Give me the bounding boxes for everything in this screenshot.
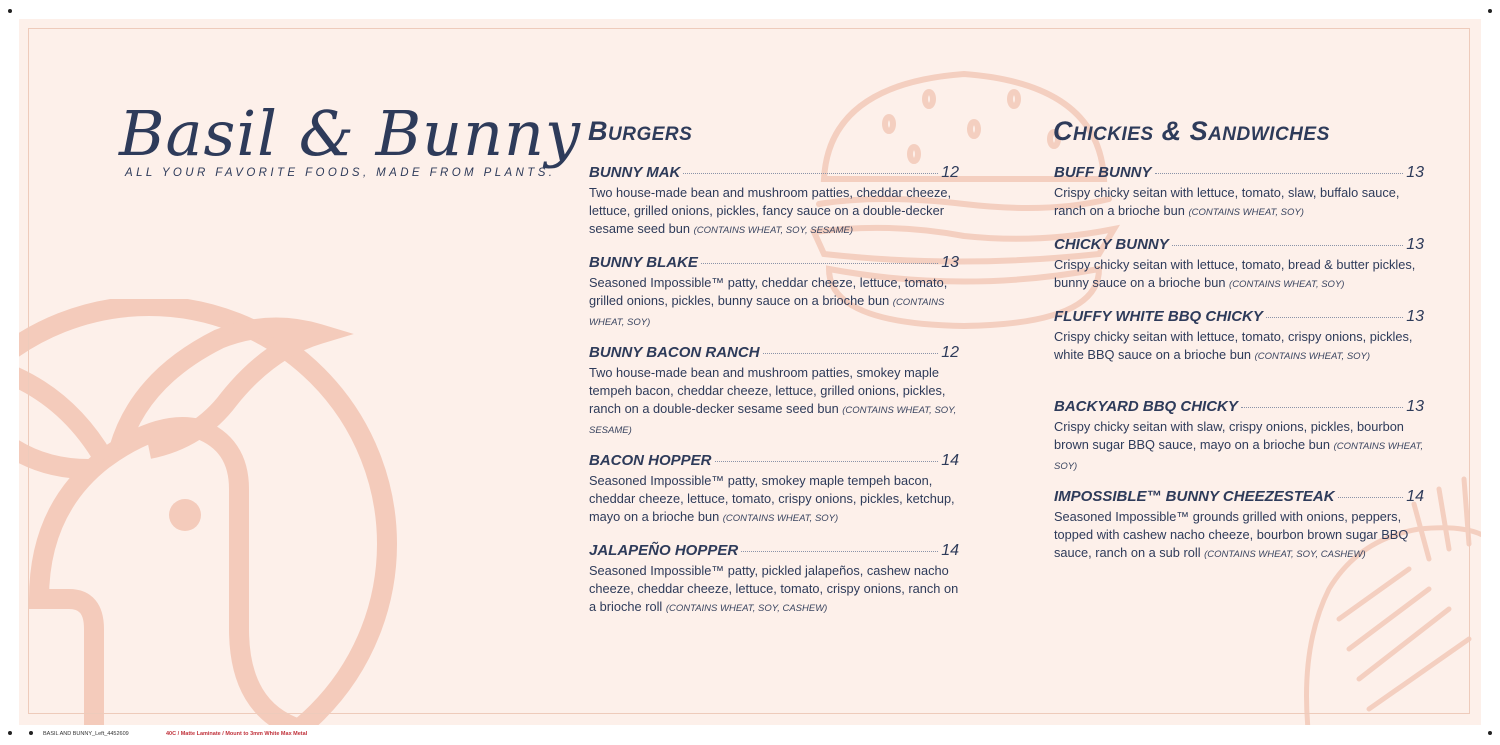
item-description: Two house-made bean and mushroom patties, smokey maple tempeh bacon, cheddar cheeze, lettuce, grilled onions, pickles, ranch on a double-decker sesame seed bun (CONTAINS WHEAT, SOY, SESAME) bbox=[589, 365, 957, 436]
item-name: BACKYARD BBQ CHICKY bbox=[1054, 398, 1238, 415]
item-name: BUFF BUNNY bbox=[1054, 164, 1152, 181]
menu-panel bbox=[19, 19, 1481, 725]
allergen-note: (CONTAINS WHEAT, SOY) bbox=[722, 513, 839, 524]
print-spec: 40C / Matte Laminate / Mount to 3mm White Max Metal bbox=[166, 731, 308, 737]
crop-mark-bottom-left bbox=[8, 731, 12, 735]
item-description: Seasoned Impossible™ patty, pickled jalapeños, cashew nacho cheeze, cheddar cheeze, lettuce, tomato, crispy onions, ranch on a brioche roll (CONTAINS WHEAT, SOY, CASHEW) bbox=[589, 563, 959, 614]
item-price: 14 bbox=[1406, 488, 1424, 505]
menu-item bbox=[1054, 308, 1424, 366]
crop-mark-bottom-left-2 bbox=[29, 731, 33, 735]
brand-tagline: ALL YOUR FAVORITE FOODS, MADE FROM PLANTS. bbox=[125, 167, 556, 179]
item-name: BUNNY BACON RANCH bbox=[589, 344, 760, 361]
item-description: Crispy chicky seitan with slaw, crispy onions, pickles, bourbon brown sugar BBQ sauce, mayo on a brioche bun (CONTAINS WHEAT, SOY) bbox=[1054, 419, 1424, 472]
item-description: Crispy chicky seitan with lettuce, tomato, slaw, buffalo sauce, ranch on a brioche bun (CONTAINS WHEAT, SOY) bbox=[1054, 185, 1400, 218]
item-description: Seasoned Impossible™ patty, smokey maple tempeh bacon, cheddar cheeze, lettuce, tomato, crispy onions, pickles, ketchup, mayo on a brioche bun (CONTAINS WHEAT, SOY) bbox=[589, 473, 955, 524]
item-price: 12 bbox=[941, 164, 959, 181]
crop-mark-top-left bbox=[8, 9, 12, 13]
print-spec-3: Mount to 3mm White Max Metal bbox=[225, 731, 308, 737]
menu-item bbox=[589, 452, 959, 528]
allergen-note: (CONTAINS WHEAT, SOY) bbox=[1229, 279, 1345, 290]
leader-dots bbox=[1241, 407, 1403, 408]
item-name: JALAPEÑO HOPPER bbox=[589, 542, 739, 559]
item-name: BUNNY BLAKE bbox=[589, 254, 698, 271]
item-description: Seasoned Impossible™ grounds grilled with onions, peppers, topped with cashew nacho cheeze, bourbon brown sugar BBQ sauce, ranch on a sub roll (CONTAINS WHEAT, SOY, CASHEW) bbox=[1054, 509, 1409, 560]
print-spec-2: Matte Laminate bbox=[180, 731, 221, 737]
print-spec-1: 40C bbox=[166, 731, 177, 737]
leader-dots bbox=[701, 263, 938, 264]
item-description: Crispy chicky seitan with lettuce, tomato, bread & butter pickles, bunny sauce on a brioche bun (CONTAINS WHEAT, SOY) bbox=[1054, 257, 1416, 290]
item-name: BUNNY MAK bbox=[589, 164, 681, 181]
menu-item bbox=[1054, 236, 1424, 294]
brand-block bbox=[119, 99, 581, 179]
burgers-title: Burgers bbox=[588, 116, 693, 146]
item-name: IMPOSSIBLE™ BUNNY CHEEZESTEAK bbox=[1054, 488, 1335, 505]
item-price: 14 bbox=[941, 452, 959, 469]
item-price: 13 bbox=[1406, 164, 1424, 181]
leader-dots bbox=[1266, 317, 1403, 318]
item-name: FLUFFY WHITE BBQ CHICKY bbox=[1054, 308, 1263, 325]
leader-dots bbox=[741, 551, 938, 552]
menu-item bbox=[589, 254, 959, 332]
item-price: 13 bbox=[941, 254, 959, 271]
item-description: Two house-made bean and mushroom patties, cheddar cheeze, lettuce, grilled onions, pickles, fancy sauce on a double-decker sesame seed bun (CONTAINS WHEAT, SOY, SESAME) bbox=[589, 185, 952, 236]
allergen-note: (CONTAINS WHEAT, SOY) bbox=[1254, 351, 1371, 362]
menu-item bbox=[1054, 488, 1424, 564]
item-price: 12 bbox=[941, 344, 959, 361]
leader-dots bbox=[763, 353, 939, 354]
item-description: Seasoned Impossible™ patty, cheddar cheeze, lettuce, tomato, grilled onions, pickles, bunny sauce on a brioche bun (CONTAINS WHEAT, SOY) bbox=[589, 275, 948, 328]
crop-mark-top-right bbox=[1488, 9, 1492, 13]
item-description: Crispy chicky seitan with lettuce, tomato, crispy onions, pickles, white BBQ sauce on a brioche bun (CONTAINS WHEAT, SOY) bbox=[1054, 329, 1413, 362]
item-name: BACON HOPPER bbox=[589, 452, 712, 469]
allergen-note: (CONTAINS WHEAT, SOY, CASHEW) bbox=[665, 603, 828, 614]
allergen-note: (CONTAINS WHEAT, SOY) bbox=[1188, 207, 1304, 218]
sandwiches-title: Chickies & Sandwiches bbox=[1053, 116, 1330, 146]
allergen-note: (CONTAINS WHEAT, SOY) bbox=[1054, 441, 1424, 472]
print-file-label: BASIL AND BUNNY_Left_4452609 bbox=[43, 731, 129, 737]
item-price: 13 bbox=[1406, 236, 1424, 253]
menu-item bbox=[589, 164, 959, 240]
item-name: CHICKY BUNNY bbox=[1054, 236, 1169, 253]
allergen-note: (CONTAINS WHEAT, SOY, CASHEW) bbox=[1204, 549, 1366, 560]
item-price: 13 bbox=[1406, 398, 1424, 415]
leader-dots bbox=[1155, 173, 1404, 174]
menu-item bbox=[1054, 164, 1424, 222]
item-price: 14 bbox=[941, 542, 959, 559]
crop-mark-bottom-right bbox=[1488, 731, 1492, 735]
menu-item bbox=[589, 344, 959, 440]
leader-dots bbox=[715, 461, 939, 462]
menu-item bbox=[589, 542, 959, 618]
allergen-note: (CONTAINS WHEAT, SOY, SESAME) bbox=[693, 225, 854, 236]
brand-name: Basil & Bunny bbox=[119, 97, 581, 170]
allergen-note: (CONTAINS WHEAT, SOY, SESAME) bbox=[589, 405, 957, 436]
leader-dots bbox=[1172, 245, 1403, 246]
allergen-note: (CONTAINS WHEAT, SOY) bbox=[589, 297, 945, 328]
item-price: 13 bbox=[1406, 308, 1424, 325]
leader-dots bbox=[1338, 497, 1404, 498]
leader-dots bbox=[683, 173, 938, 174]
menu-item bbox=[1054, 398, 1424, 476]
